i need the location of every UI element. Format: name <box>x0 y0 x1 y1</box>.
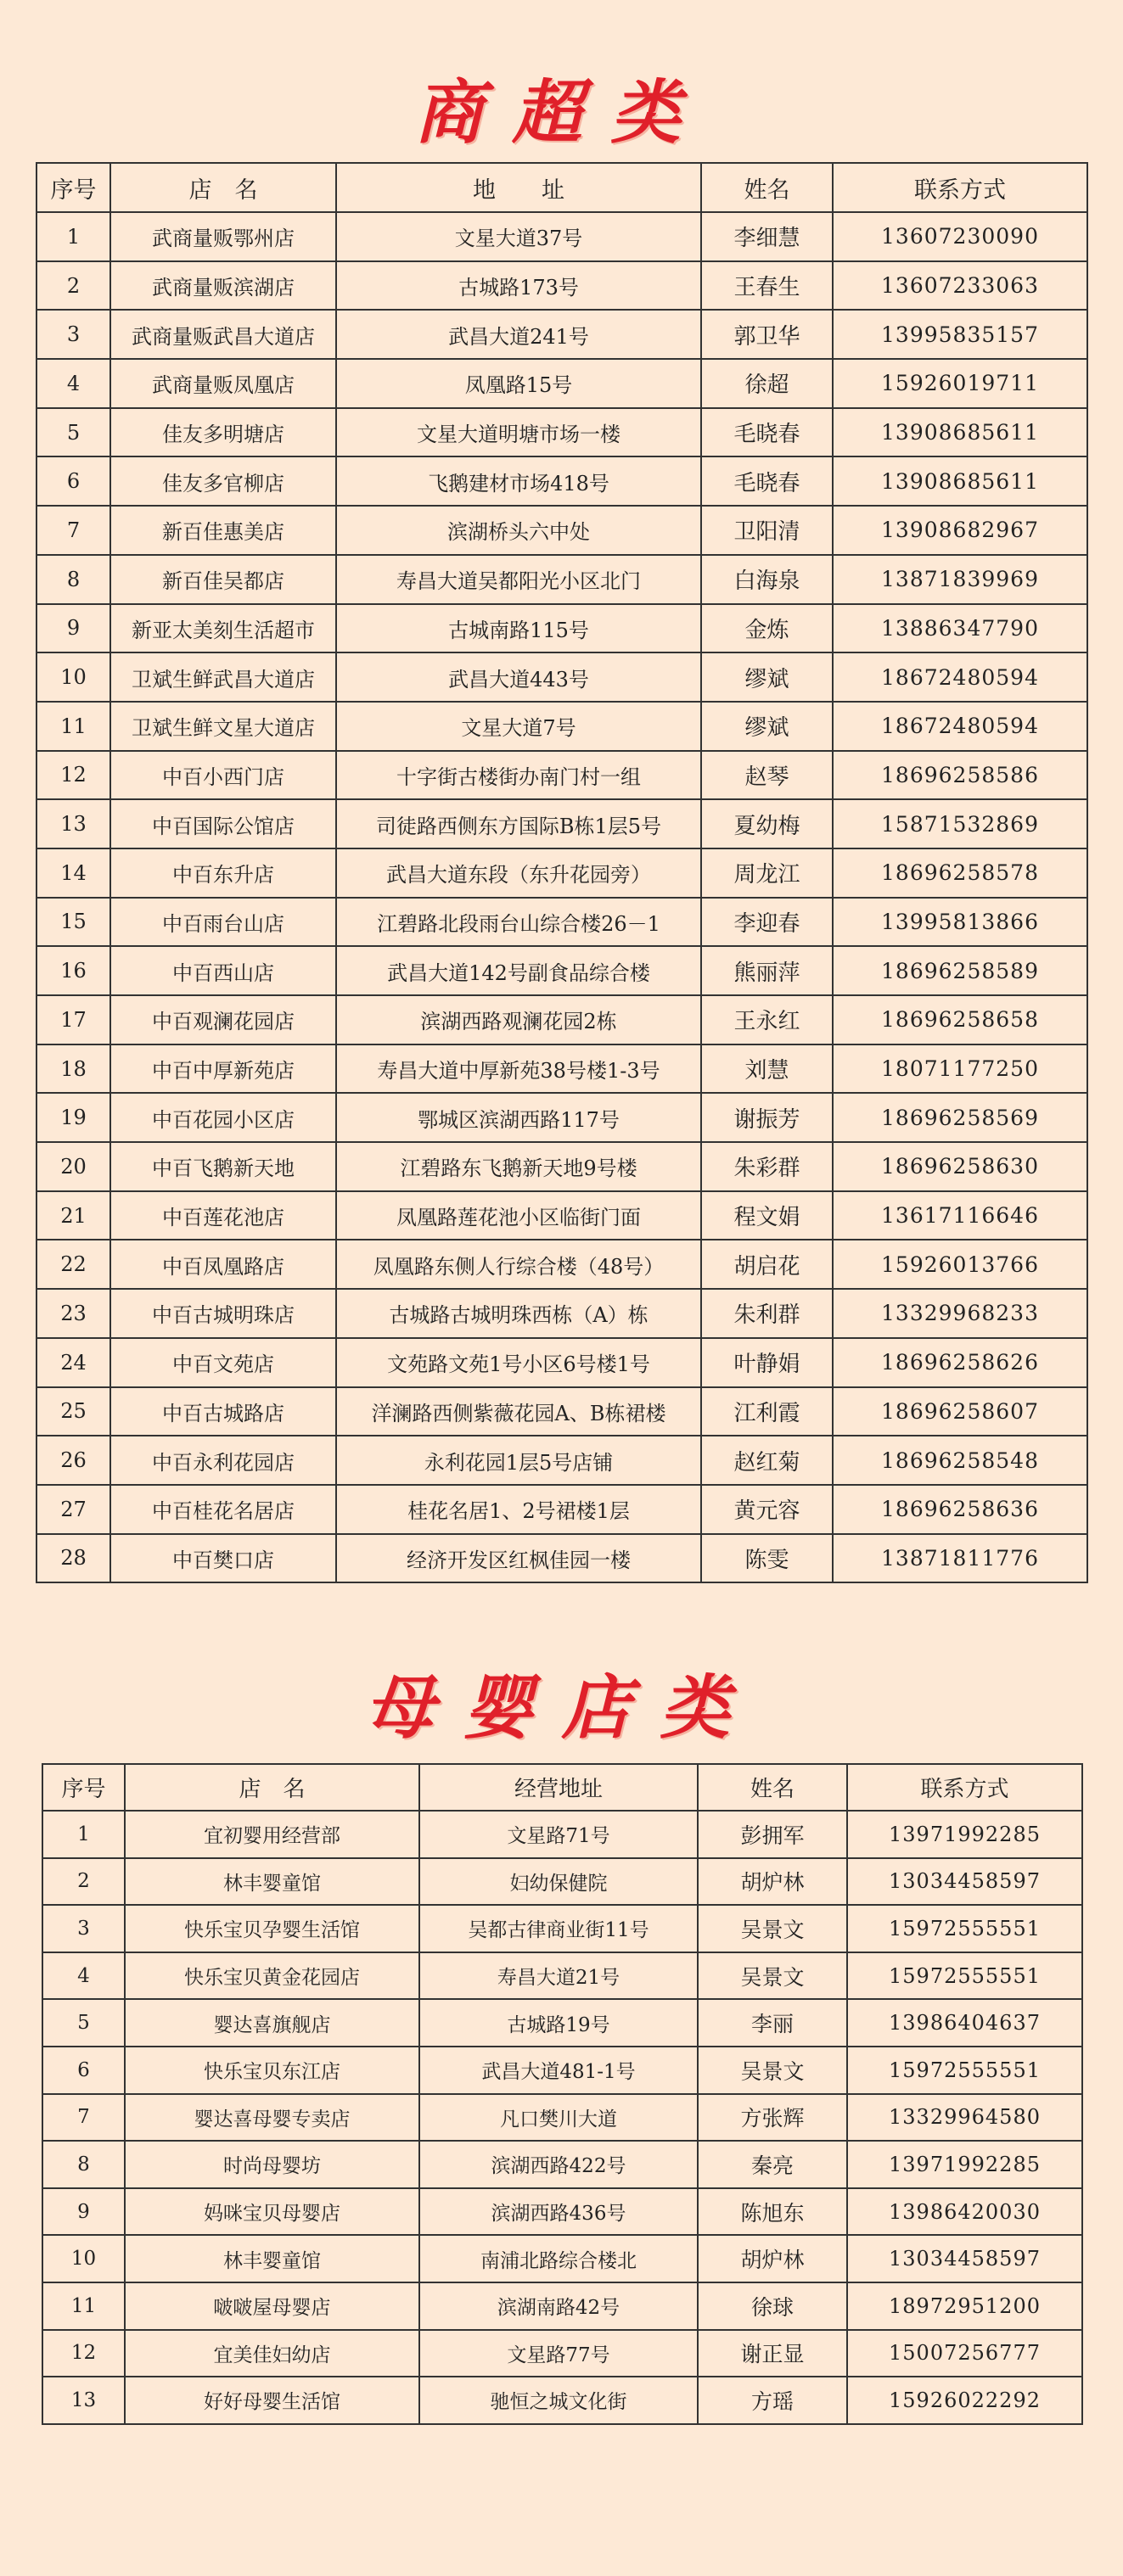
cell-person: 缪斌 <box>701 702 833 751</box>
cell-store-name: 武商量贩滨湖店 <box>110 261 336 311</box>
cell-person: 熊丽萍 <box>701 946 833 995</box>
table-row <box>36 359 1087 408</box>
cell-phone: 13971992285 <box>847 2141 1082 2188</box>
col-header-index: 序号 <box>36 163 110 212</box>
cell-person: 李迎春 <box>701 898 833 947</box>
cell-address: 武昌大道241号 <box>336 310 701 359</box>
table-row <box>36 604 1087 653</box>
cell-address: 十字街古楼街办南门村一组 <box>336 751 701 800</box>
cell-store-name: 中百观澜花园店 <box>110 995 336 1044</box>
cell-index: 2 <box>36 261 110 311</box>
cell-person: 胡启花 <box>701 1240 833 1289</box>
supermarket-section-title: 商超类 <box>413 72 710 154</box>
cell-store-name: 武商量贩鄂州店 <box>110 212 336 261</box>
cell-person: 方张辉 <box>698 2094 847 2142</box>
cell-index: 9 <box>42 2188 125 2236</box>
cell-index: 3 <box>42 1905 125 1952</box>
cell-person: 周龙江 <box>701 848 833 898</box>
cell-address: 滨湖西路422号 <box>419 2141 698 2188</box>
cell-store-name: 中百雨台山店 <box>110 898 336 947</box>
cell-address: 南浦北路综合楼北 <box>419 2235 698 2282</box>
cell-phone: 18696258589 <box>833 946 1087 995</box>
col-header-name: 姓名 <box>701 163 833 212</box>
table-row <box>36 898 1087 947</box>
table-row <box>42 2188 1082 2236</box>
cell-phone: 13886347790 <box>833 604 1087 653</box>
table-row <box>36 1289 1087 1338</box>
cell-index: 25 <box>36 1387 110 1436</box>
cell-person: 胡炉林 <box>698 2235 847 2282</box>
cell-index: 1 <box>36 212 110 261</box>
cell-person: 黄元容 <box>701 1485 833 1534</box>
cell-phone: 18696258636 <box>833 1485 1087 1534</box>
cell-index: 17 <box>36 995 110 1044</box>
cell-address: 凡口樊川大道 <box>419 2094 698 2142</box>
cell-person: 吴景文 <box>698 1905 847 1952</box>
col-header-contact: 联系方式 <box>847 1764 1082 1811</box>
cell-index: 14 <box>36 848 110 898</box>
cell-index: 10 <box>36 652 110 702</box>
cell-phone: 18696258658 <box>833 995 1087 1044</box>
table-row <box>36 555 1087 604</box>
cell-store-name: 中百凤凰路店 <box>110 1240 336 1289</box>
cell-index: 4 <box>36 359 110 408</box>
cell-index: 6 <box>36 456 110 506</box>
table-row <box>42 1999 1082 2047</box>
cell-phone: 15972555551 <box>847 1905 1082 1952</box>
cell-address: 凤凰路15号 <box>336 359 701 408</box>
cell-index: 3 <box>36 310 110 359</box>
cell-person: 毛晓春 <box>701 408 833 457</box>
cell-store-name: 宜初婴用经营部 <box>125 1811 419 1858</box>
table-row <box>36 1093 1087 1142</box>
cell-store-name: 好好母婴生活馆 <box>125 2377 419 2424</box>
cell-index: 5 <box>42 1999 125 2047</box>
cell-address: 司徒路西侧东方国际B栋1层5号 <box>336 799 701 848</box>
table-row <box>36 652 1087 702</box>
cell-index: 2 <box>42 1858 125 1906</box>
cell-address: 滨湖桥头六中处 <box>336 506 701 555</box>
cell-address: 桂花名居1、2号裙楼1层 <box>336 1485 701 1534</box>
cell-index: 12 <box>36 751 110 800</box>
table-row <box>42 2282 1082 2330</box>
cell-index: 9 <box>36 604 110 653</box>
cell-address: 寿昌大道吴都阳光小区北门 <box>336 555 701 604</box>
col-header-address: 地 址 <box>336 163 701 212</box>
table-row <box>36 506 1087 555</box>
cell-store-name: 中百樊口店 <box>110 1534 336 1583</box>
cell-person: 赵琴 <box>701 751 833 800</box>
cell-store-name: 快乐宝贝东江店 <box>125 2047 419 2094</box>
cell-index: 22 <box>36 1240 110 1289</box>
cell-person: 白海泉 <box>701 555 833 604</box>
cell-person: 刘慧 <box>701 1044 833 1094</box>
cell-person: 秦亮 <box>698 2141 847 2188</box>
cell-address: 驰恒之城文化街 <box>419 2377 698 2424</box>
col-header-index: 序号 <box>42 1764 125 1811</box>
table-row <box>36 946 1087 995</box>
table-row <box>42 2235 1082 2282</box>
cell-person: 谢振芳 <box>701 1093 833 1142</box>
cell-index: 6 <box>42 2047 125 2094</box>
table-row <box>36 1191 1087 1240</box>
cell-index: 8 <box>42 2141 125 2188</box>
cell-address: 武昌大道东段（东升花园旁） <box>336 848 701 898</box>
table-row <box>42 1858 1082 1906</box>
cell-phone: 13995835157 <box>833 310 1087 359</box>
cell-person: 朱彩群 <box>701 1142 833 1191</box>
cell-store-name: 佳友多官柳店 <box>110 456 336 506</box>
cell-index: 20 <box>36 1142 110 1191</box>
cell-person: 朱利群 <box>701 1289 833 1338</box>
cell-index: 16 <box>36 946 110 995</box>
maternity-header-row <box>42 1764 1082 1811</box>
cell-store-name: 中百桂花名居店 <box>110 1485 336 1534</box>
col-header-contact: 联系方式 <box>833 163 1087 212</box>
table-row <box>36 995 1087 1044</box>
cell-index: 1 <box>42 1811 125 1858</box>
cell-phone: 15007256777 <box>847 2330 1082 2377</box>
cell-store-name: 啵啵屋母婴店 <box>125 2282 419 2330</box>
cell-phone: 18696258630 <box>833 1142 1087 1191</box>
cell-address: 经济开发区红枫佳园一楼 <box>336 1534 701 1583</box>
cell-phone: 18672480594 <box>833 702 1087 751</box>
cell-index: 12 <box>42 2330 125 2377</box>
cell-store-name: 中百古城明珠店 <box>110 1289 336 1338</box>
table-row <box>36 848 1087 898</box>
cell-address: 永利花园1层5号店铺 <box>336 1436 701 1485</box>
cell-store-name: 中百古城路店 <box>110 1387 336 1436</box>
cell-phone: 18672480594 <box>833 652 1087 702</box>
cell-phone: 18696258569 <box>833 1093 1087 1142</box>
table-row <box>36 1485 1087 1534</box>
table-row <box>42 2047 1082 2094</box>
cell-store-name: 快乐宝贝孕婴生活馆 <box>125 1905 419 1952</box>
cell-person: 徐超 <box>701 359 833 408</box>
cell-store-name: 新百佳惠美店 <box>110 506 336 555</box>
cell-phone: 13986420030 <box>847 2188 1082 2236</box>
cell-address: 文星大道37号 <box>336 212 701 261</box>
cell-store-name: 卫斌生鲜武昌大道店 <box>110 652 336 702</box>
cell-index: 13 <box>36 799 110 848</box>
cell-address: 飞鹅建材市场418号 <box>336 456 701 506</box>
table-row <box>42 2141 1082 2188</box>
cell-person: 郭卫华 <box>701 310 833 359</box>
table-row <box>42 2094 1082 2142</box>
cell-phone: 18696258626 <box>833 1338 1087 1387</box>
cell-index: 18 <box>36 1044 110 1094</box>
cell-phone: 15926022292 <box>847 2377 1082 2424</box>
cell-phone: 18071177250 <box>833 1044 1087 1094</box>
cell-store-name: 佳友多明塘店 <box>110 408 336 457</box>
table-row <box>36 1338 1087 1387</box>
cell-person: 吴景文 <box>698 2047 847 2094</box>
cell-address: 江碧路东飞鹅新天地9号楼 <box>336 1142 701 1191</box>
cell-phone: 13871811776 <box>833 1534 1087 1583</box>
cell-phone: 18696258548 <box>833 1436 1087 1485</box>
cell-store-name: 中百东升店 <box>110 848 336 898</box>
cell-index: 7 <box>42 2094 125 2142</box>
table-row <box>42 1905 1082 1952</box>
cell-store-name: 林丰婴童馆 <box>125 2235 419 2282</box>
cell-phone: 13034458597 <box>847 1858 1082 1906</box>
col-header-store: 店 名 <box>125 1764 419 1811</box>
cell-phone: 15972555551 <box>847 1952 1082 2000</box>
cell-store-name: 婴达喜旗舰店 <box>125 1999 419 2047</box>
cell-address: 滨湖西路436号 <box>419 2188 698 2236</box>
table-row <box>42 2330 1082 2377</box>
cell-address: 凤凰路莲花池小区临街门面 <box>336 1191 701 1240</box>
table-row <box>36 1387 1087 1436</box>
cell-address: 凤凰路东侧人行综合楼（48号） <box>336 1240 701 1289</box>
cell-phone: 15972555551 <box>847 2047 1082 2094</box>
cell-store-name: 新百佳吴都店 <box>110 555 336 604</box>
cell-phone: 13617116646 <box>833 1191 1087 1240</box>
cell-index: 26 <box>36 1436 110 1485</box>
cell-index: 23 <box>36 1289 110 1338</box>
cell-address: 滨湖南路42号 <box>419 2282 698 2330</box>
cell-index: 7 <box>36 506 110 555</box>
cell-address: 武昌大道481-1号 <box>419 2047 698 2094</box>
cell-person: 叶静娟 <box>701 1338 833 1387</box>
table-row <box>36 1044 1087 1094</box>
cell-store-name: 林丰婴童馆 <box>125 1858 419 1906</box>
cell-address: 滨湖西路观澜花园2栋 <box>336 995 701 1044</box>
cell-person: 陈雯 <box>701 1534 833 1583</box>
cell-store-name: 中百飞鹅新天地 <box>110 1142 336 1191</box>
cell-person: 程文娟 <box>701 1191 833 1240</box>
cell-phone: 18696258607 <box>833 1387 1087 1436</box>
cell-address: 文星路71号 <box>419 1811 698 1858</box>
cell-address: 文星大道明塘市场一楼 <box>336 408 701 457</box>
cell-person: 卫阳清 <box>701 506 833 555</box>
cell-phone: 13908685611 <box>833 408 1087 457</box>
cell-store-name: 宜美佳妇幼店 <box>125 2330 419 2377</box>
cell-address: 古城路古城明珠西栋（A）栋 <box>336 1289 701 1338</box>
cell-phone: 18696258578 <box>833 848 1087 898</box>
cell-address: 寿昌大道21号 <box>419 1952 698 2000</box>
cell-person: 谢正显 <box>698 2330 847 2377</box>
cell-person: 缪斌 <box>701 652 833 702</box>
table-row <box>36 799 1087 848</box>
cell-index: 8 <box>36 555 110 604</box>
cell-person: 金炼 <box>701 604 833 653</box>
cell-person: 赵红菊 <box>701 1436 833 1485</box>
cell-phone: 13971992285 <box>847 1811 1082 1858</box>
maternity-table <box>42 1763 1083 2425</box>
cell-index: 19 <box>36 1093 110 1142</box>
cell-index: 24 <box>36 1338 110 1387</box>
table-row <box>42 1811 1082 1858</box>
cell-phone: 18972951200 <box>847 2282 1082 2330</box>
cell-index: 28 <box>36 1534 110 1583</box>
table-row <box>36 261 1087 311</box>
cell-address: 妇幼保健院 <box>419 1858 698 1906</box>
cell-address: 文苑路文苑1号小区6号楼1号 <box>336 1338 701 1387</box>
cell-person: 王春生 <box>701 261 833 311</box>
cell-store-name: 武商量贩武昌大道店 <box>110 310 336 359</box>
cell-address: 鄂城区滨湖西路117号 <box>336 1093 701 1142</box>
supermarket-table <box>36 162 1088 1583</box>
cell-store-name: 中百小西门店 <box>110 751 336 800</box>
table-row <box>36 1142 1087 1191</box>
col-header-address: 经营地址 <box>419 1764 698 1811</box>
cell-address: 文星路77号 <box>419 2330 698 2377</box>
cell-phone: 13329964580 <box>847 2094 1082 2142</box>
cell-phone: 13995813866 <box>833 898 1087 947</box>
cell-person: 吴景文 <box>698 1952 847 2000</box>
table-row <box>36 456 1087 506</box>
table-row <box>36 1436 1087 1485</box>
table-row <box>42 1952 1082 2000</box>
cell-phone: 13908682967 <box>833 506 1087 555</box>
cell-store-name: 中百永利花园店 <box>110 1436 336 1485</box>
cell-index: 11 <box>42 2282 125 2330</box>
cell-address: 吴都古律商业街11号 <box>419 1905 698 1952</box>
cell-phone: 13034458597 <box>847 2235 1082 2282</box>
cell-store-name: 婴达喜母婴专卖店 <box>125 2094 419 2142</box>
cell-address: 古城南路115号 <box>336 604 701 653</box>
cell-address: 古城路173号 <box>336 261 701 311</box>
cell-person: 江利霞 <box>701 1387 833 1436</box>
cell-person: 方瑶 <box>698 2377 847 2424</box>
cell-store-name: 中百国际公馆店 <box>110 799 336 848</box>
maternity-section-title: 母婴店类 <box>364 1667 759 1749</box>
cell-phone: 18696258586 <box>833 751 1087 800</box>
cell-phone: 13607233063 <box>833 261 1087 311</box>
table-row <box>36 702 1087 751</box>
cell-store-name: 妈咪宝贝母婴店 <box>125 2188 419 2236</box>
cell-address: 寿昌大道中厚新苑38号楼1-3号 <box>336 1044 701 1094</box>
table-row <box>36 310 1087 359</box>
cell-phone: 13329968233 <box>833 1289 1087 1338</box>
cell-store-name: 快乐宝贝黄金花园店 <box>125 1952 419 2000</box>
table-row <box>42 2377 1082 2424</box>
cell-phone: 15871532869 <box>833 799 1087 848</box>
cell-store-name: 中百中厚新苑店 <box>110 1044 336 1094</box>
table-row <box>36 1240 1087 1289</box>
cell-person: 毛晓春 <box>701 456 833 506</box>
cell-index: 15 <box>36 898 110 947</box>
cell-store-name: 时尚母婴坊 <box>125 2141 419 2188</box>
table-row <box>36 212 1087 261</box>
table-row <box>36 408 1087 457</box>
cell-store-name: 卫斌生鲜文星大道店 <box>110 702 336 751</box>
cell-phone: 13908685611 <box>833 456 1087 506</box>
cell-address: 文星大道7号 <box>336 702 701 751</box>
col-header-name: 姓名 <box>698 1764 847 1811</box>
cell-phone: 13871839969 <box>833 555 1087 604</box>
cell-store-name: 中百文苑店 <box>110 1338 336 1387</box>
cell-address: 武昌大道443号 <box>336 652 701 702</box>
cell-index: 4 <box>42 1952 125 2000</box>
cell-person: 陈旭东 <box>698 2188 847 2236</box>
table-row <box>36 751 1087 800</box>
cell-store-name: 中百花园小区店 <box>110 1093 336 1142</box>
cell-index: 10 <box>42 2235 125 2282</box>
cell-store-name: 中百莲花池店 <box>110 1191 336 1240</box>
cell-person: 李细慧 <box>701 212 833 261</box>
cell-address: 古城路19号 <box>419 1999 698 2047</box>
cell-store-name: 中百西山店 <box>110 946 336 995</box>
cell-phone: 13986404637 <box>847 1999 1082 2047</box>
cell-person: 胡炉林 <box>698 1858 847 1906</box>
cell-index: 21 <box>36 1191 110 1240</box>
cell-address: 武昌大道142号副食品综合楼 <box>336 946 701 995</box>
cell-index: 5 <box>36 408 110 457</box>
cell-person: 彭拥军 <box>698 1811 847 1858</box>
cell-person: 王永红 <box>701 995 833 1044</box>
cell-index: 11 <box>36 702 110 751</box>
cell-index: 13 <box>42 2377 125 2424</box>
cell-address: 江碧路北段雨台山综合楼26－1 <box>336 898 701 947</box>
cell-store-name: 武商量贩凤凰店 <box>110 359 336 408</box>
cell-phone: 15926013766 <box>833 1240 1087 1289</box>
col-header-store: 店 名 <box>110 163 336 212</box>
cell-phone: 13607230090 <box>833 212 1087 261</box>
cell-person: 徐球 <box>698 2282 847 2330</box>
cell-store-name: 新亚太美刻生活超市 <box>110 604 336 653</box>
cell-person: 李丽 <box>698 1999 847 2047</box>
cell-index: 27 <box>36 1485 110 1534</box>
supermarket-header-row <box>36 163 1087 212</box>
cell-address: 洋澜路西侧紫薇花园A、B栋裙楼 <box>336 1387 701 1436</box>
cell-phone: 15926019711 <box>833 359 1087 408</box>
table-row <box>36 1534 1087 1583</box>
cell-person: 夏幼梅 <box>701 799 833 848</box>
